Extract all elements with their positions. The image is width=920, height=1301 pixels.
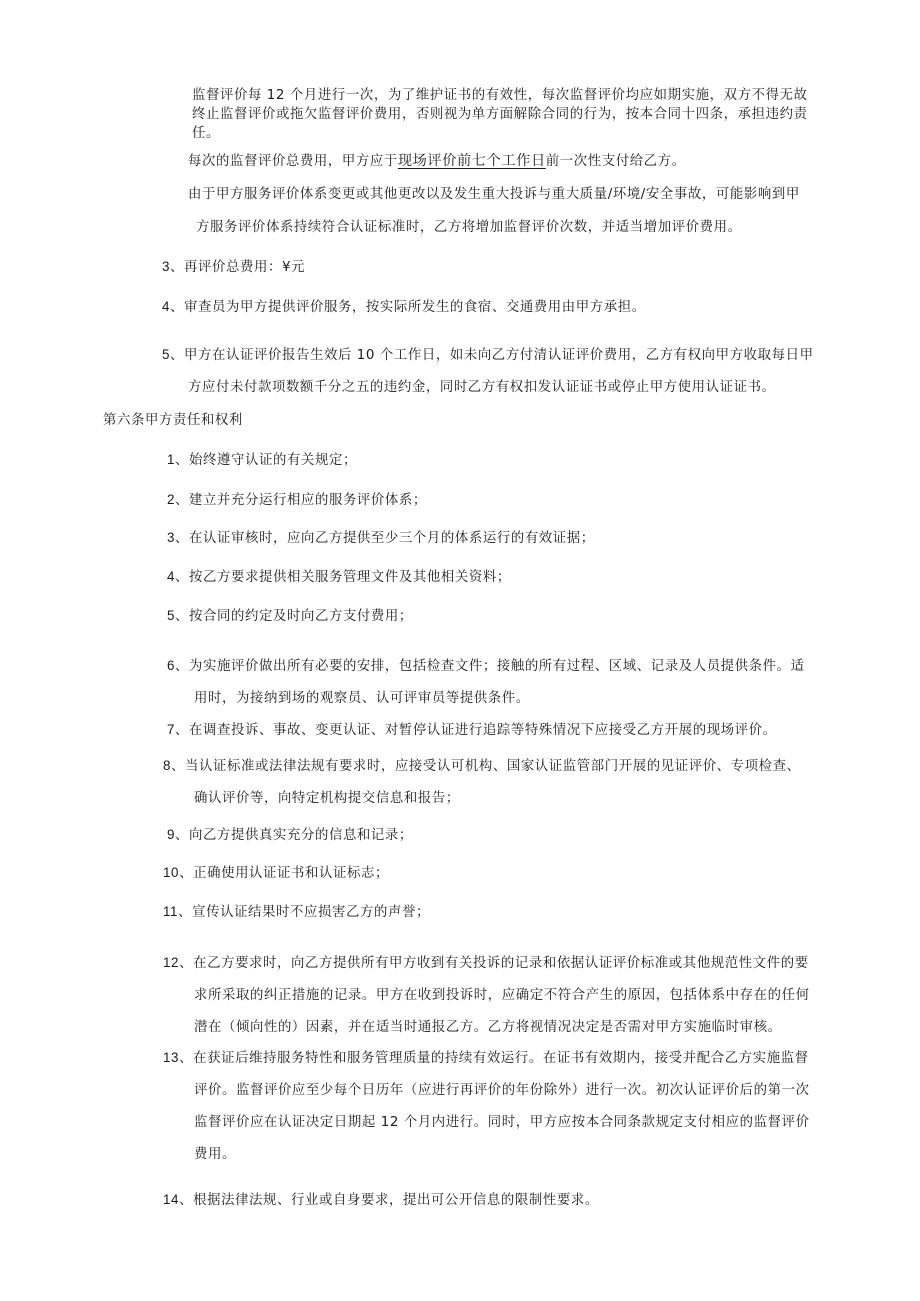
item-text: 为实施评价做出所有必要的安排，包括检查文件；接触的所有过程、区域、记录及人员提供条件。适 [189, 659, 805, 674]
item-text: 方应付未付款项数额千分之五的违约金，同时乙方有权扣发认证证书或停止甲方使用认证证书。 [188, 380, 776, 395]
item-text: 宣传认证结果时不应损害乙方的声誉； [192, 905, 430, 920]
text-run: 前一次性支付给乙方。 [545, 154, 686, 169]
list-item [163, 1186, 843, 1214]
paragraph-supervision-frequency [192, 86, 842, 143]
list-item [167, 602, 847, 630]
item-number: 2、 [167, 492, 190, 507]
item-text: 费用。 [194, 1147, 236, 1162]
item-text: 确认评价等，向特定机构提交信息和报告； [194, 791, 460, 806]
list-item [167, 652, 847, 712]
item-number: 8、 [163, 758, 186, 773]
item-text: 建立并充分运行相应的服务评价体系； [189, 493, 427, 508]
item-number: 1、 [167, 452, 190, 467]
item-number: 5、 [167, 608, 190, 623]
list-item [163, 1044, 853, 1168]
item-text: 用时，为接纳到场的观察员、认可评审员等提供条件。 [194, 691, 530, 706]
text-line: 监督评价每 12 个月进行一次，为了维护证书的有效性，每次监督评价均应如期实施，双方不得无故 [192, 88, 808, 103]
paragraph-supervision-fee [188, 148, 838, 175]
list-item [163, 859, 843, 887]
item-text: 再评价总费用：¥元 [184, 260, 306, 275]
item-number: 5、 [162, 347, 185, 362]
item-number: 10、 [163, 865, 194, 880]
item-text: 监督评价应在认证决定日期起 12 个月内进行。同时，甲方应按本合同条款规定支付相应的监督评价 [194, 1115, 810, 1130]
list-item [162, 253, 842, 281]
item-text: 向乙方提供真实充分的信息和记录； [189, 828, 413, 843]
list-item [167, 524, 847, 552]
item-text: 始终遵守认证的有关规定； [189, 453, 357, 468]
item-number: 13、 [163, 1050, 194, 1065]
item-number: 4、 [162, 299, 185, 314]
item-text: 按乙方要求提供相关服务管理文件及其他相关资料； [189, 570, 511, 585]
item-text: 在认证审核时，应向乙方提供至少三个月的体系运行的有效证据； [189, 531, 595, 546]
item-text: 求所采取的纠正措施的记录。甲方在收到投诉时，应确定不符合产生的原因，包括体系中存在的任何 [194, 988, 810, 1003]
item-text: 在乙方要求时，向乙方提供所有甲方收到有关投诉的记录和依据认证评价标准或其他规范性文件的要 [193, 956, 809, 971]
paragraph-extra-supervision [188, 181, 848, 241]
list-item [167, 821, 847, 849]
item-number: 4、 [167, 569, 190, 584]
item-text: 甲方在认证评价报告生效后 10 个工作日，如未向乙方付清认证评价费用，乙方有权向甲方收取每日甲 [184, 348, 814, 363]
item-text: 评价。监督评价应至少每个日历年（应进行再评价的年份除外）进行一次。初次认证评价后的第一次 [194, 1083, 810, 1098]
item-text: 潜在（倾向性的）因素，并在适当时通报乙方。乙方将视情况决定是否需对甲方实施临时审核。 [194, 1020, 782, 1035]
item-text: 按合同的约定及时向乙方支付费用； [189, 609, 413, 624]
item-number: 3、 [167, 530, 190, 545]
list-item [167, 486, 847, 514]
text-run: 每次的监督评价总费用，甲方应于 [188, 154, 398, 169]
item-number: 14、 [163, 1192, 194, 1207]
list-item [167, 563, 847, 591]
item-number: 9、 [167, 827, 190, 842]
list-item [167, 716, 847, 744]
item-number: 12、 [163, 955, 194, 970]
item-text: 在获证后维持服务特性和服务管理质量的持续有效运行。在证书有效期内，接受并配合乙方实施监督 [193, 1051, 809, 1066]
list-item [163, 949, 853, 1041]
list-item [162, 341, 852, 401]
item-number: 11、 [163, 904, 193, 919]
list-item [163, 898, 843, 926]
text-line: 方服务评价体系持续符合认证标准时，乙方将增加监督评价次数，并适当增加评价费用。 [196, 220, 742, 235]
list-item [162, 293, 842, 321]
text-line: 终止监督评价或拖欠监督评价费用，否则视为单方面解除合同的行为，按本合同十四条，承担违约责 [192, 107, 808, 122]
list-item [167, 446, 847, 474]
article-heading: 第六条甲方责任和权利 [103, 413, 243, 428]
item-text: 当认证标准或法律法规有要求时，应接受认可机构、国家认证监管部门开展的见证评价、专项检查、 [185, 759, 801, 774]
list-item [163, 752, 853, 812]
item-number: 6、 [167, 658, 190, 673]
item-text: 审查员为甲方提供评价服务，按实际所发生的食宿、交通费用由甲方承担。 [184, 300, 646, 315]
item-text: 正确使用认证证书和认证标志； [193, 866, 389, 881]
text-line: 由于甲方服务评价体系变更或其他更改以及发生重大投诉与重大质量/环境/安全事故，可能影响到甲 [188, 187, 800, 202]
underlined-deadline: 现场评价前七个工作日 [397, 153, 546, 169]
item-text: 根据法律法规、行业或自身要求，提出可公开信息的限制性要求。 [193, 1193, 599, 1208]
item-number: 7、 [167, 722, 190, 737]
item-text: 在调查投诉、事故、变更认证、对暂停认证进行追踪等特殊情况下应接受乙方开展的现场评价。 [189, 723, 777, 738]
item-number: 3、 [162, 259, 185, 274]
text-line: 任。 [192, 126, 220, 141]
